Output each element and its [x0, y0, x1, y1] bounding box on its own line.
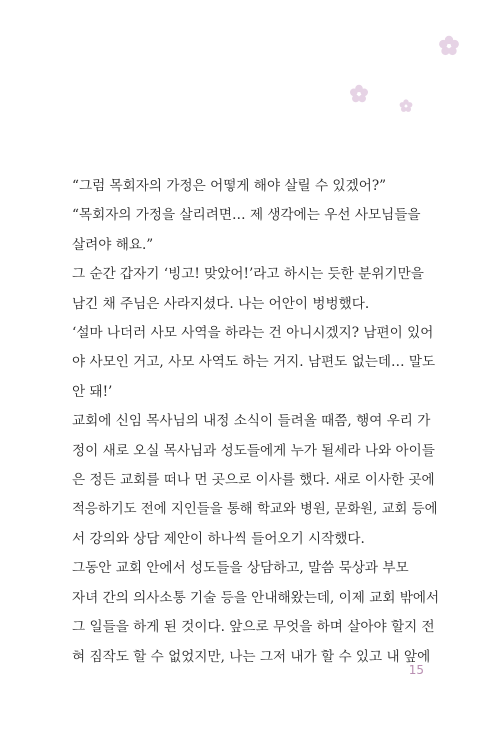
- text-line: 은 정든 교회를 떠나 먼 곳으로 이사를 했다. 새로 이사한 곳에: [72, 472, 435, 489]
- text-line: 서 강의와 상담 제안이 하나씩 들어오기 시작했다.: [72, 530, 365, 547]
- text-line: 안 돼!’: [72, 383, 113, 400]
- text-line: 자녀 간의 의사소통 기술 등을 안내해왔는데, 이제 교회 밖에서: [72, 589, 440, 606]
- paragraph: [72, 260, 442, 319]
- text-line: 혀 짐작도 할 수 없었지만, 나는 그저 내가 할 수 있고 내 앞에: [72, 648, 431, 665]
- flower-icon: [399, 99, 413, 113]
- paragraph: [72, 172, 442, 201]
- paragraph: [72, 201, 442, 260]
- body-text: [72, 172, 442, 672]
- text-line: 남긴 채 주님은 사라지셨다. 나는 어안이 벙벙했다.: [72, 295, 370, 312]
- text-line: ‘설마 나더러 사모 사역을 하라는 건 아니시겠지? 남편이 있어: [72, 325, 434, 342]
- page-number: 15: [408, 663, 424, 677]
- text-line: “그럼 목회자의 가정은 어떻게 해야 살릴 수 있겠어?”: [72, 178, 387, 194]
- text-line: 적응하기도 전에 지인들을 통해 학교와 병원, 문화원, 교회 등에: [72, 502, 438, 518]
- paragraph: [72, 319, 442, 407]
- flower-icon: [349, 84, 369, 104]
- text-line: 그 순간 갑자기 ‘빙고! 맞았어!’라고 하시는 듯한 분위기만을: [72, 266, 424, 283]
- text-line: 살려야 해요.”: [72, 236, 154, 253]
- text-line: 그 일들을 하게 된 것이다. 앞으로 무엇을 하며 살아야 할지 전: [72, 619, 435, 636]
- paragraph: [72, 554, 442, 672]
- text-line: 그동안 교회 안에서 성도들을 상담하고, 말씀 묵상과 부모: [72, 560, 409, 577]
- text-line: 교회에 신임 목사님의 내정 소식이 들려올 때쯤, 행여 우리 가: [72, 413, 431, 430]
- text-line: 야 사모인 거고, 사모 사역도 하는 거지. 남편도 없는데… 말도: [72, 354, 436, 371]
- text-line: 정이 새로 오실 목사님과 성도들에게 누가 될세라 나와 아이들: [72, 442, 435, 459]
- flower-icon: [438, 35, 460, 57]
- paragraph: [72, 407, 442, 554]
- text-line: “목회자의 가정을 살리려면… 제 생각에는 우선 사모님들을: [72, 207, 421, 224]
